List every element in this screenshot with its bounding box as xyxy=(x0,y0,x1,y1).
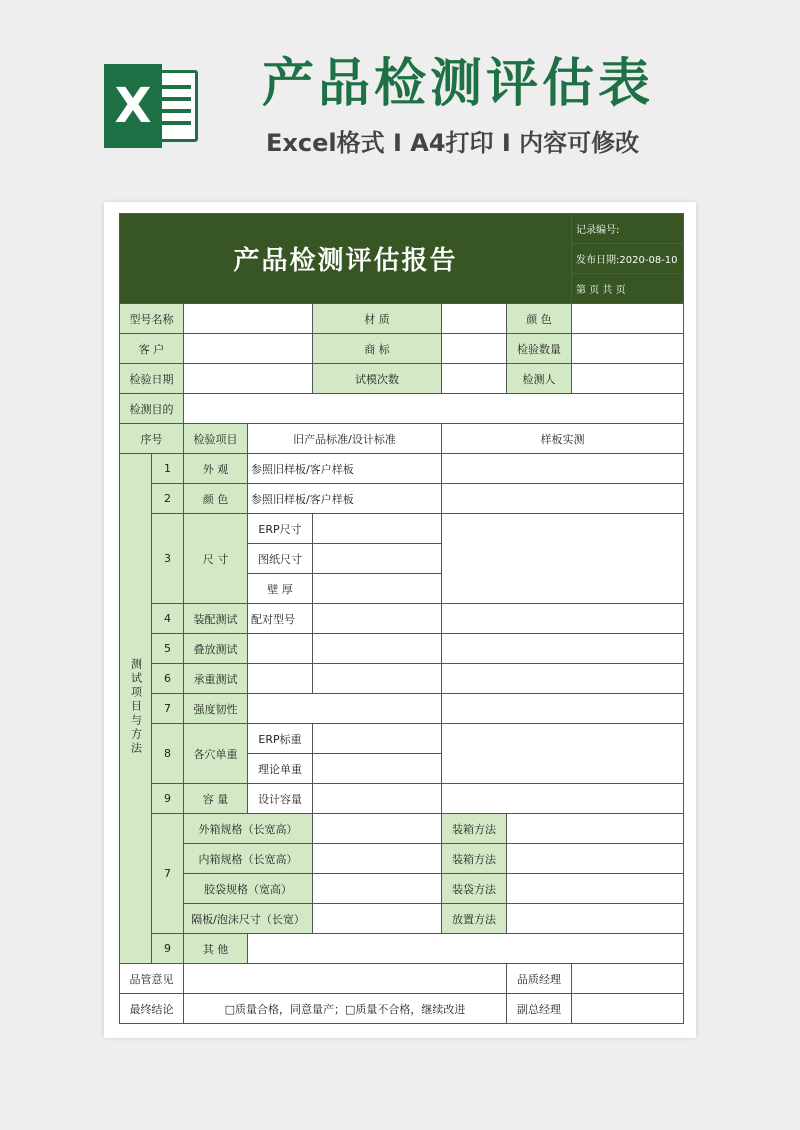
test-row xyxy=(120,514,684,544)
test-standard[interactable] xyxy=(313,664,442,694)
test-sub-label: 配对型号 xyxy=(248,604,313,634)
issue-date-cell xyxy=(572,244,684,274)
test-row xyxy=(120,724,684,754)
test-number: 2 xyxy=(152,484,184,514)
test-number: 8 xyxy=(152,724,184,784)
test-number: 5 xyxy=(152,634,184,664)
test-number: 7 xyxy=(152,814,184,934)
record-no-label: 记录编号: xyxy=(572,214,684,244)
trial-count-label: 试模次数 xyxy=(313,364,442,394)
test-name: 装配测试 xyxy=(184,604,248,634)
customer-input[interactable] xyxy=(184,334,313,364)
test-name: 外 观 xyxy=(184,454,248,484)
color-label: 颜 色 xyxy=(507,304,572,334)
inspector-label: 检测人 xyxy=(507,364,572,394)
packing-method-input[interactable] xyxy=(507,874,684,904)
test-name: 颜 色 xyxy=(184,484,248,514)
test-name: 叠放测试 xyxy=(184,634,248,664)
customer-label: 客 户 xyxy=(120,334,184,364)
test-row xyxy=(120,694,684,724)
color-input[interactable] xyxy=(572,304,684,334)
test-sample[interactable] xyxy=(442,454,684,484)
test-name: 各穴单重 xyxy=(184,724,248,784)
test-standard: 参照旧样板/客户样板 xyxy=(248,484,442,514)
test-standard[interactable] xyxy=(313,784,442,814)
test-number: 7 xyxy=(152,694,184,724)
test-row xyxy=(120,784,684,814)
brand-input[interactable] xyxy=(442,334,507,364)
test-sub-label: ERP标重 xyxy=(248,724,313,754)
test-name: 尺 寸 xyxy=(184,514,248,604)
test-number: 9 xyxy=(152,784,184,814)
test-standard[interactable] xyxy=(313,754,442,784)
test-number: 1 xyxy=(152,454,184,484)
test-name: 承重测试 xyxy=(184,664,248,694)
inspection-form xyxy=(119,213,684,1024)
qc-manager-sign[interactable] xyxy=(572,964,684,994)
test-sample[interactable] xyxy=(442,664,684,694)
test-row xyxy=(120,934,684,964)
excel-logo-icon xyxy=(104,64,200,148)
info-row xyxy=(120,304,684,334)
test-sub[interactable] xyxy=(248,664,313,694)
test-standard: 参照旧样板/客户样板 xyxy=(248,454,442,484)
test-row xyxy=(120,484,684,514)
packing-row xyxy=(120,904,684,934)
col-sample: 样板实测 xyxy=(442,424,684,454)
title-row xyxy=(120,214,684,244)
test-sample[interactable] xyxy=(442,514,684,604)
test-other-input[interactable] xyxy=(248,934,684,964)
test-row xyxy=(120,604,684,634)
packing-method-label: 装箱方法 xyxy=(442,814,507,844)
test-sub-label: 壁 厚 xyxy=(248,574,313,604)
deputy-gm-label: 副总经理 xyxy=(507,994,572,1024)
brand-label: 商 标 xyxy=(313,334,442,364)
inspect-date-input[interactable] xyxy=(184,364,313,394)
model-name-label: 型号名称 xyxy=(120,304,184,334)
packing-label: 内箱规格（长宽高） xyxy=(184,844,313,874)
packing-input[interactable] xyxy=(313,904,442,934)
model-name-input[interactable] xyxy=(184,304,313,334)
material-input[interactable] xyxy=(442,304,507,334)
packing-input[interactable] xyxy=(313,874,442,904)
qc-opinion-label: 品管意见 xyxy=(120,964,184,994)
test-row xyxy=(120,664,684,694)
trial-count-input[interactable] xyxy=(442,364,507,394)
final-label: 最终结论 xyxy=(120,994,184,1024)
test-sub-label: 图纸尺寸 xyxy=(248,544,313,574)
test-sub[interactable] xyxy=(248,634,313,664)
test-name: 容 量 xyxy=(184,784,248,814)
footer-row xyxy=(120,964,684,994)
test-standard[interactable] xyxy=(313,604,442,634)
info-row xyxy=(120,334,684,364)
col-seq: 序号 xyxy=(120,424,184,454)
packing-method-label: 装袋方法 xyxy=(442,874,507,904)
test-number: 9 xyxy=(152,934,184,964)
col-item: 检验项目 xyxy=(184,424,248,454)
purpose-input[interactable] xyxy=(184,394,684,424)
test-name: 其 他 xyxy=(184,934,248,964)
test-number: 4 xyxy=(152,604,184,634)
col-standard: 旧产品标准/设计标准 xyxy=(248,424,442,454)
page-subtitle: Excel格式 I A4打印 I 内容可修改 xyxy=(266,129,640,157)
side-label-cell xyxy=(120,454,152,964)
final-options[interactable]: □质量合格，同意量产；□质量不合格，继续改进 xyxy=(184,994,507,1024)
page-title: 产品检测评估表 xyxy=(262,54,655,114)
test-standard[interactable] xyxy=(313,634,442,664)
test-standard[interactable] xyxy=(313,514,442,544)
packing-row xyxy=(120,874,684,904)
packing-method-input[interactable] xyxy=(507,814,684,844)
packing-label: 外箱规格（长宽高） xyxy=(184,814,313,844)
issue-date-value: 2020-08-10 xyxy=(619,255,678,266)
test-number: 3 xyxy=(152,514,184,604)
test-standard[interactable] xyxy=(248,694,442,724)
purpose-row xyxy=(120,394,684,424)
packing-method-input[interactable] xyxy=(507,904,684,934)
test-standard[interactable] xyxy=(313,724,442,754)
qc-opinion-input[interactable] xyxy=(184,964,507,994)
test-sample[interactable] xyxy=(442,724,684,784)
purpose-label: 检测目的 xyxy=(120,394,184,424)
test-sample[interactable] xyxy=(442,484,684,514)
test-standard[interactable] xyxy=(313,544,442,574)
logo-letter: X xyxy=(104,64,162,148)
test-name: 强度韧性 xyxy=(184,694,248,724)
test-sample[interactable] xyxy=(442,694,684,724)
material-label: 材 质 xyxy=(313,304,442,334)
inspect-qty-input[interactable] xyxy=(572,334,684,364)
packing-input[interactable] xyxy=(313,844,442,874)
issue-date-label: 发布日期: xyxy=(576,255,620,266)
footer-row xyxy=(120,994,684,1024)
inspector-input[interactable] xyxy=(572,364,684,394)
test-sub-label: ERP尺寸 xyxy=(248,514,313,544)
test-sub-label: 设计容量 xyxy=(248,784,313,814)
test-row xyxy=(120,454,684,484)
deputy-gm-sign[interactable] xyxy=(572,994,684,1024)
inspect-date-label: 检验日期 xyxy=(120,364,184,394)
test-sample[interactable] xyxy=(442,784,684,814)
column-header-row xyxy=(120,424,684,454)
inspect-qty-label: 检验数量 xyxy=(507,334,572,364)
packing-label: 隔板/泡沫尺寸（长宽） xyxy=(184,904,313,934)
qc-manager-label: 品质经理 xyxy=(507,964,572,994)
test-row xyxy=(120,634,684,664)
packing-method-label: 放置方法 xyxy=(442,904,507,934)
packing-row xyxy=(120,814,684,844)
test-number: 6 xyxy=(152,664,184,694)
test-standard[interactable] xyxy=(313,574,442,604)
test-sub-label: 理论单重 xyxy=(248,754,313,784)
packing-method-label: 装箱方法 xyxy=(442,844,507,874)
page-info: 第 页 共 页 xyxy=(572,274,684,304)
test-sample[interactable] xyxy=(442,604,684,634)
info-row xyxy=(120,364,684,394)
packing-input[interactable] xyxy=(313,814,442,844)
packing-row xyxy=(120,844,684,874)
side-label: 测试项目与方法 xyxy=(129,658,143,756)
packing-method-input[interactable] xyxy=(507,844,684,874)
test-sample[interactable] xyxy=(442,634,684,664)
packing-label: 胶袋规格（宽高） xyxy=(184,874,313,904)
report-title: 产品检测评估报告 xyxy=(120,214,572,304)
